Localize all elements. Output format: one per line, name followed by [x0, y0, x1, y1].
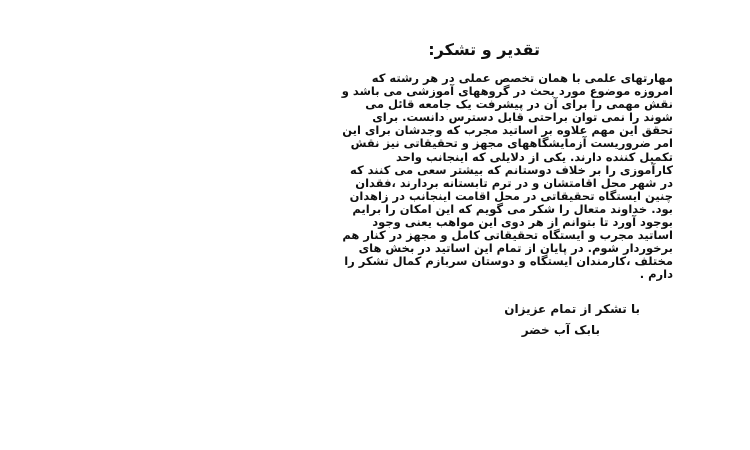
- body-line: بود. خداوند متعال را شکر می گویم که این امکان را برایم: [352, 201, 673, 216]
- body-line: شوند را نمی توان براحتی قابل دسترس دانست. برای: [372, 110, 673, 125]
- body-line: تکمیل کننده دارند. یکی از دلایلی که اینجانب واحد: [395, 149, 673, 164]
- body-line: مهارتهای علمی با همان تخصص عملی در هر رشته که: [371, 71, 673, 85]
- body-line: بوجود آورد تا بتوانم از هر دوی این مواهب یعنی وجود: [372, 215, 673, 230]
- body-line: برخوردار شوم. در پایان از تمام این اساتید در بخش های: [358, 241, 673, 256]
- body-line: چنین ایستگاه تحقیقاتی در محل اقامت اینجانب در زاهدان: [349, 188, 673, 203]
- closing-line: با تشکر از تمام عزیزان: [504, 302, 640, 316]
- body-line: مختلف ،کارمندان ایستگاه و دوستان سربازم کمال تشکر را: [344, 254, 673, 269]
- body-line: اساتید مجرب و ایستگاه تحقیقاتی کامل و مجهز در کنار هم: [342, 228, 673, 243]
- body-line: در شهر محل اقامتشان و در ترم تابستانه بردارند ،فقدان: [355, 175, 673, 190]
- body-line: دارم .: [639, 267, 673, 282]
- body-line: امروزه موضوع مورد بحث در گروههای آموزشی می باشد و: [341, 84, 673, 99]
- body-line: تحقق این مهم علاوه بر اساتید مجرب که وجدشان برای این: [342, 123, 673, 138]
- body-line: نقش مهمی را برای آن در پیشرفت یک جامعه قائل می: [365, 97, 673, 112]
- page-title: تقدیر و تشکر:: [428, 40, 540, 59]
- author-signature: بابک آب خضر: [521, 323, 600, 337]
- body-line: امر ضروریست آزمایشگاههای مجهز و تحقیقاتی نیز نقش: [350, 136, 673, 151]
- acknowledgement-body: [75, 72, 675, 282]
- body-line: کارآموزی را بر خلاف دوستانم که بیشتر سعی می کنند که: [349, 162, 673, 177]
